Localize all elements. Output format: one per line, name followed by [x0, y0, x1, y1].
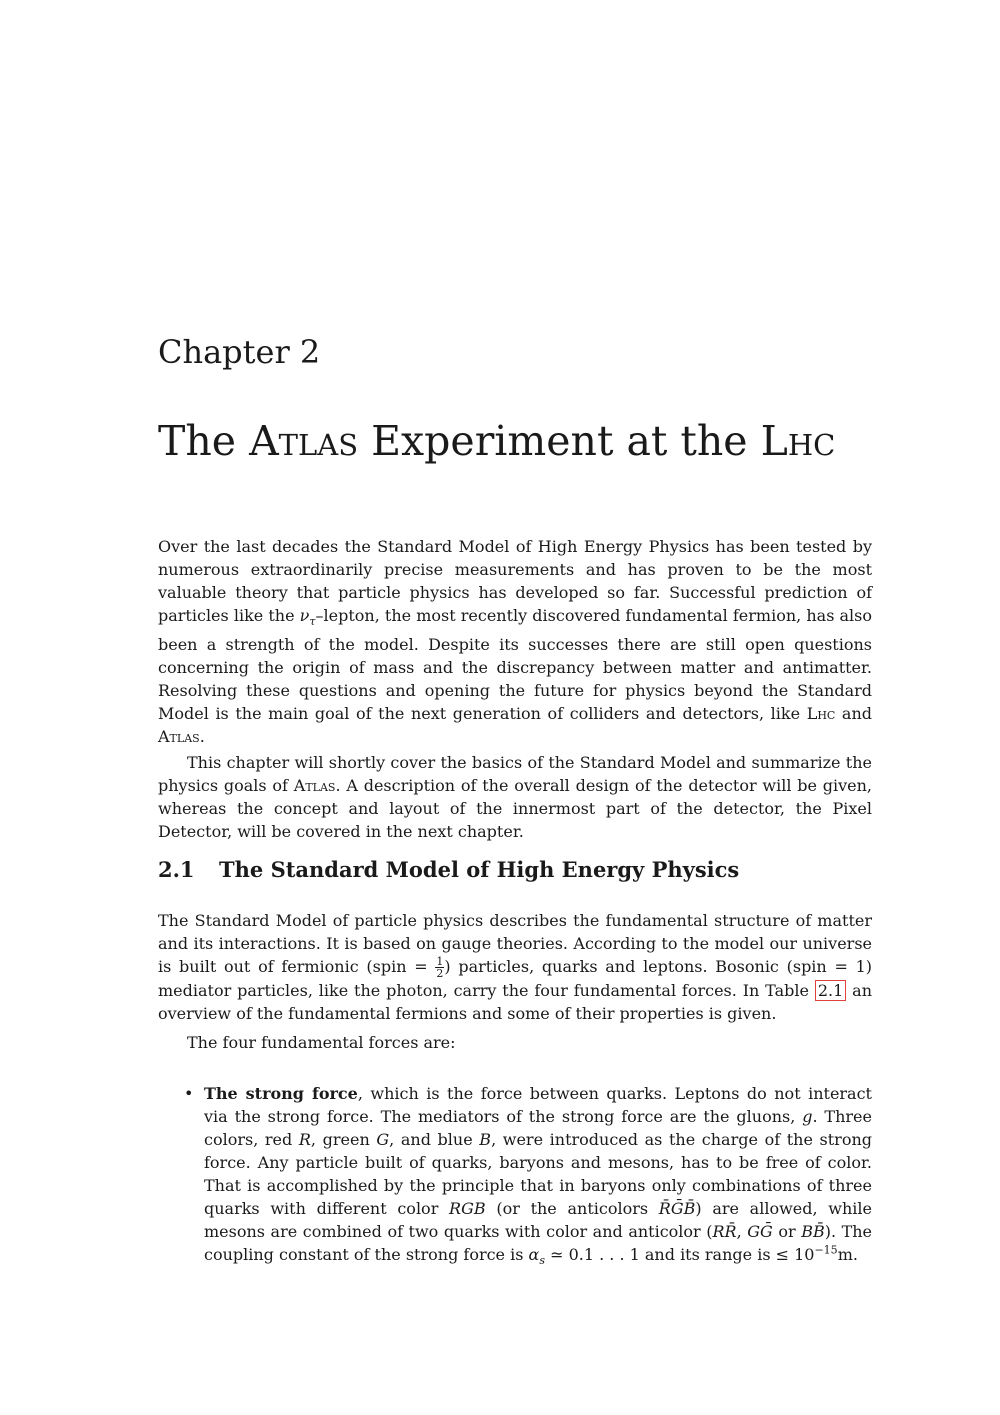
- intro-lhc: Lhc: [806, 704, 836, 724]
- bullet-text-j: ≃ 0.1 . . . 1 and its range is ≤ 10: [545, 1245, 815, 1264]
- alpha-subscript: s: [539, 1254, 545, 1268]
- section-p1-text-c: an overview of the fundamental fermions and some of their properties is given.: [158, 981, 872, 1023]
- section-paragraph-1: [158, 909, 872, 1025]
- intro-p1-end: .: [199, 727, 205, 747]
- bullet-text-i: ). The coupling constant of the strong force is: [204, 1222, 873, 1264]
- section-title: The Standard Model of High Energy Physics: [219, 857, 740, 882]
- alpha-symbol: α: [528, 1245, 540, 1264]
- fraction-numerator: 1: [436, 955, 444, 968]
- gluon-symbol: g: [802, 1107, 813, 1126]
- chapter-title-pre: The: [158, 417, 250, 465]
- intro-atlas: Atlas: [158, 727, 200, 747]
- bullet-text-c: , green: [310, 1130, 377, 1149]
- bullet-sep: ,: [736, 1222, 748, 1241]
- bullet-text-e: , were introduced as the charge of the strong force. Any particle built of quarks, baryons and mesons, has to be free of color. That is accomplished by the principle that in baryons only combinations of three quarks with different color: [204, 1130, 873, 1218]
- intro-p1-text-b: –lepton, the most recently discovered fundamental fermion, has also been a strength of the model. Despite its successes there are still open questions concerning the origin of mass and the discrepancy between matter and antimatter. Resolving these questions and opening the future for physics beyond the Standard Model is the main goal of the next generation of colliders and detectors, like: [158, 606, 873, 724]
- chapter-intro: [158, 535, 872, 843]
- chapter-label: Chapter 2: [158, 333, 321, 371]
- intro-p2-text-a: This chapter will shortly cover the basics of the Standard Model and summarize the physics goals of: [158, 753, 872, 796]
- bb-symbol: BB̄: [801, 1222, 825, 1241]
- anticolor-symbol: R̄ḠB̄: [658, 1199, 696, 1218]
- bullet-text-k: m.: [837, 1245, 858, 1264]
- gg-symbol: GḠ: [747, 1222, 773, 1241]
- list-item: [158, 1082, 872, 1272]
- nu-symbol: ν: [299, 606, 310, 625]
- intro-paragraph-2: [158, 751, 872, 843]
- chapter-title-lhc: Lhc: [760, 417, 836, 465]
- chapter-title-mid: Experiment at the: [358, 417, 761, 465]
- intro-and: and: [835, 704, 873, 724]
- section-body: [158, 909, 872, 1054]
- bullet-text-f: (or the anticolors: [485, 1199, 659, 1218]
- green-symbol: G: [376, 1130, 390, 1149]
- bullet-text-d: , and blue: [389, 1130, 480, 1149]
- rgb-symbol: RGB: [449, 1199, 486, 1218]
- section-p1-text-b: ) particles, quarks and leptons. Bosonic (spin = 1) mediator particles, like the photon, carry the four fundamental forces. In Table: [158, 957, 873, 1000]
- rr-symbol: RR̄: [712, 1222, 737, 1241]
- bullet-term: The strong force: [204, 1084, 358, 1103]
- intro-paragraph-1: [158, 535, 872, 748]
- bullet-text-h: ) are allowed, while mesons are combined of two quarks with color and anticolor (: [204, 1199, 872, 1241]
- section-number: 2.1: [158, 857, 195, 882]
- exponent: −15: [814, 1243, 838, 1257]
- section-heading: [158, 855, 872, 885]
- tau-subscript: τ: [309, 615, 316, 629]
- chapter-title: [158, 414, 835, 468]
- blue-symbol: B: [479, 1130, 492, 1149]
- bullet-or: or: [772, 1222, 802, 1241]
- intro-p1-text-a: Over the last decades the Standard Model of High Energy Physics has been tested by numerous extraordinarily precise measurements and has proven to be the most valuable theory that particle physics has developed so far. Successful prediction of particles like the: [158, 537, 872, 625]
- section-paragraph-2: The four fundamental forces are:: [187, 1033, 456, 1052]
- bullet-text-b: . Three colors, red: [204, 1107, 872, 1149]
- chapter-title-atlas: Atlas: [249, 417, 359, 465]
- fraction-denominator: 2: [436, 967, 444, 980]
- bullet-icon: •: [184, 1084, 194, 1103]
- intro-p2-text-b: . A description of the overall design of the detector will be given, whereas the concept and layout of the innermost part of the detector, the Pixel Detector, will be covered in the next chapter.: [158, 776, 873, 842]
- red-symbol: R: [298, 1130, 311, 1149]
- intro-p2-atlas: Atlas: [293, 776, 336, 796]
- bullet-text-a: , which is the force between quarks. Leptons do not interact via the strong force. The mediators of the strong force are the gluons,: [204, 1084, 872, 1126]
- section-p1-text-a: The Standard Model of particle physics describes the fundamental structure of matter and its interactions. It is based on gauge theories. According to the model our universe is built out of fermionic (spin =: [158, 911, 872, 976]
- forces-list: [158, 1082, 872, 1272]
- table-reference-link[interactable]: 2.1: [815, 980, 846, 1001]
